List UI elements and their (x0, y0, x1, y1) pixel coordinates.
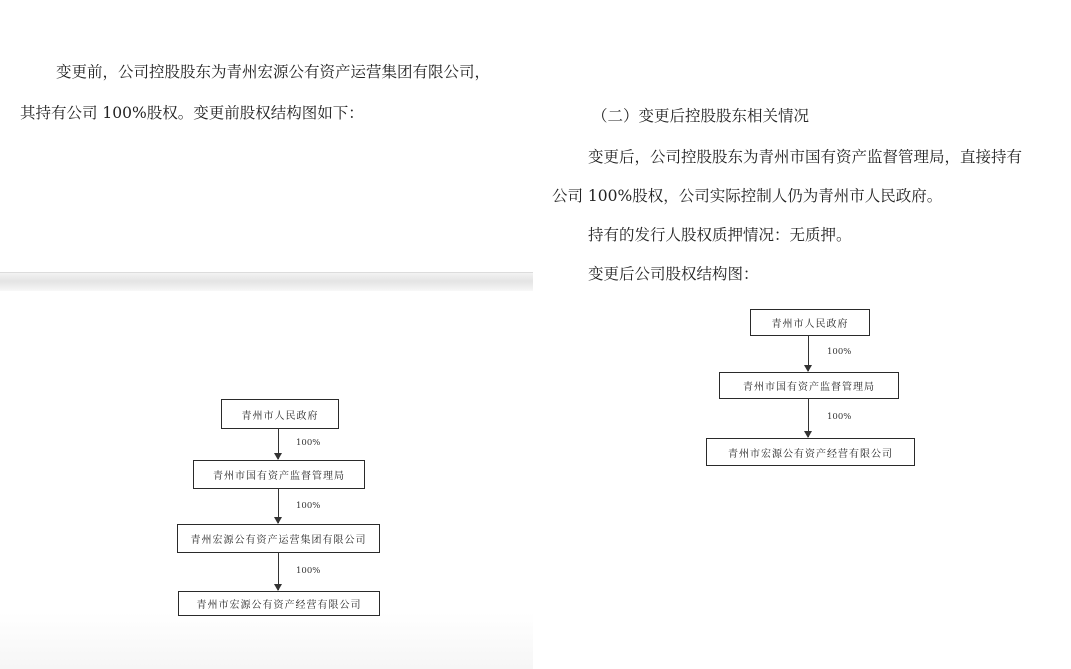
chart-node-sasac: 青州市国有资产监督管理局 (193, 460, 365, 489)
chart-arrow (278, 552, 279, 590)
right-paragraph-2: 持有的发行人股权质押情况：无质押。 (588, 226, 852, 244)
left-paragraph-line-2: 其持有公司 100%股权。变更前股权结构图如下： (20, 104, 364, 122)
chart-node-city-government: 青州市人民政府 (221, 399, 339, 429)
chart-node-issuer: 青州市宏源公有资产经营有限公司 (706, 438, 915, 466)
chart-arrow (808, 335, 809, 371)
chart-edge-label: 100% (827, 347, 852, 357)
chart-node-operating-group: 青州宏源公有资产运营集团有限公司 (177, 524, 380, 553)
right-paragraph-3: 变更后公司股权结构图： (588, 265, 759, 283)
right-paragraph-1-line-1: 变更后，公司控股股东为青州市国有资产监督管理局，直接持有 (588, 148, 1023, 166)
chart-node-sasac: 青州市国有资产监督管理局 (719, 372, 899, 399)
chart-edge-label: 100% (296, 566, 321, 576)
chart-edge-label: 100% (827, 412, 852, 422)
chart-arrow (278, 428, 279, 459)
chart-node-city-government: 青州市人民政府 (750, 309, 870, 336)
page-bottom-fade (0, 612, 533, 669)
chart-edge-label: 100% (296, 501, 321, 511)
chart-arrow (278, 488, 279, 523)
section-heading: （二）变更后控股股东相关情况 (592, 107, 810, 125)
chart-node-issuer: 青州市宏源公有资产经营有限公司 (178, 591, 380, 616)
right-paragraph-1-line-2: 公司 100%股权，公司实际控制人仍为青州市人民政府。 (552, 187, 943, 205)
chart-arrow (808, 398, 809, 437)
chart-edge-label: 100% (296, 438, 321, 448)
left-paragraph-line-1: 变更前，公司控股股东为青州宏源公有资产运营集团有限公司， (56, 63, 491, 81)
page-break-band (0, 272, 533, 291)
